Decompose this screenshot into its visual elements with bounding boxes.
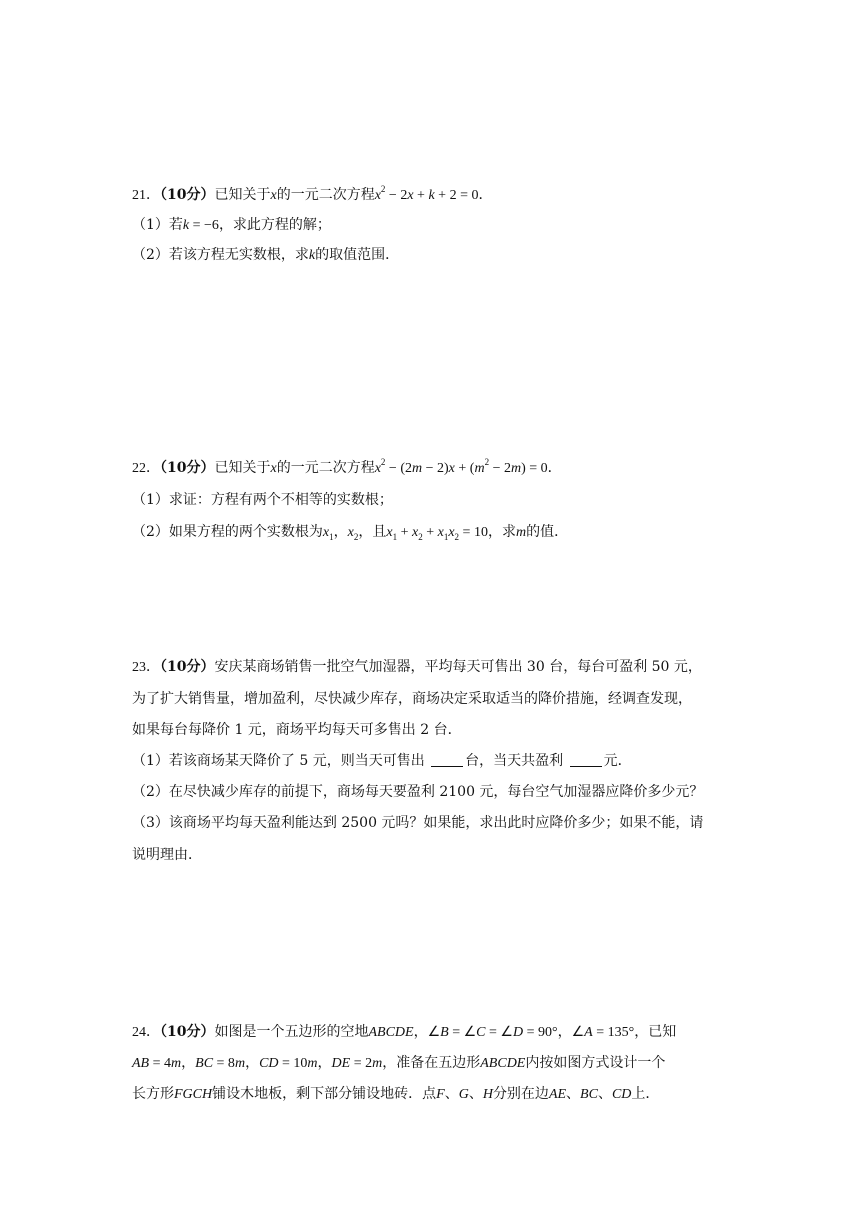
q21-part1: （1）若k = −6，求此方程的解； [132,217,331,233]
q21-number: 21． [132,188,160,203]
q23-stem-line2: 为了扩大销售量，增加盈利，尽快减少库存，商场决定采取适当的降价措施，经调查发现， [132,691,692,707]
q24-points: （10分） [160,1024,215,1040]
q21-stem: 21．（10分）已知关于x的一元二次方程$x^2 - 2x + k + 2 = 0$． [132,184,493,203]
q21-points: （10分） [160,187,215,203]
q22-part1: （1）求证：方程有两个不相等的实数根； [132,492,393,508]
q23-part1: （1）若该商场某天降价了 5 元，则当天可售出 台，当天共盈利 元． [132,753,632,769]
q23-part3-line2: 说明理由． [132,847,202,863]
q24-stem-line3: 长方形FGCH铺设木地板，剩下部分铺设地砖．点F、G、H分别在边AE、BC、CD上． [132,1086,660,1102]
q23-part3-line1: （3）该商场平均每天盈利能达到 2500 元吗？如果能，求出此时应降价多少；如果不能，请 [132,815,704,831]
q22-points: （10分） [160,460,215,476]
q23-part2: （2）在尽快减少库存的前提下，商场每天要盈利 2100 元，每台空气加湿器应降价多少元？ [132,784,704,800]
q23-stem-line3: 如果每台每降价 1 元，商场平均每天可多售出 2 台． [132,722,462,738]
q24-number: 24． [132,1025,160,1040]
q23-number: 23． [132,660,160,675]
q22-part2: （2）如果方程的两个实数根为$x_1$，$x_2$，且$x_1 + x_2 + x_1x_2 = 10$，求m的值． [132,524,569,542]
q23-points: （10分） [160,659,215,675]
q24-stem-line2: AB = 4m，BC = 8m，CD = 10m，DE = 2m，准备在五边形ABCDE内按如图方式设计一个 [132,1055,666,1071]
q24-stem-line1: 24．（10分）如图是一个五边形的空地ABCDE，∠B = ∠C = ∠D = 90°，∠A = 135°，已知 [132,1024,677,1040]
q22-stem: 22．（10分）已知关于x的一元二次方程$x^2 - (2m - 2)x + (m^2 - 2m) = 0$． [132,457,562,476]
q22-equation: $x^2 - (2m - 2)x + (m^2 - 2m) = 0$ [374,457,548,476]
q21-part2: （2）若该方程无实数根，求k的取值范围． [132,247,400,263]
q22-number: 22． [132,461,160,476]
q21-equation: $x^2 - 2x + k + 2 = 0$ [374,184,479,203]
answer-blank[interactable] [431,752,463,767]
answer-blank[interactable] [570,752,602,767]
q23-stem-line1: 23．（10分）安庆某商场销售一批空气加湿器，平均每天可售出 30 台，每台可盈利 50 元， [132,659,702,675]
